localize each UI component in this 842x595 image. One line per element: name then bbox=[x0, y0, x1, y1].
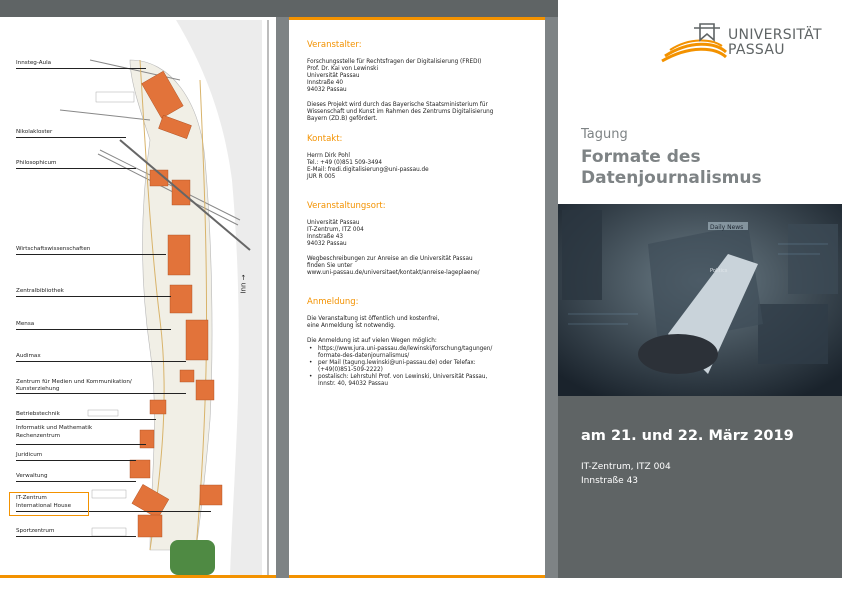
title-line: Formate des bbox=[581, 147, 701, 167]
map-label: Audimax bbox=[16, 353, 41, 359]
map-label: Rechenzentrum bbox=[16, 433, 61, 439]
fold-divider-left bbox=[276, 17, 289, 578]
event-location: IT-Zentrum, ITZ 004 bbox=[581, 462, 671, 472]
list-item bbox=[307, 374, 552, 388]
hero-caption: Politics bbox=[710, 268, 728, 274]
river-label: Inn → bbox=[239, 274, 248, 294]
email-link[interactable]: E-Mail: fredi.digitalisierung@uni-passau.de bbox=[307, 167, 429, 173]
map-label: Wirtschaftswissenschaften bbox=[16, 246, 91, 252]
text-line: Forschungsstelle für Rechtsfragen der Digitalisierung (FREDI) bbox=[307, 59, 482, 65]
list-item bbox=[307, 360, 552, 374]
directions-link[interactable]: www.uni-passau.de/universitaet/kontakt/anreise-lageplaene/ bbox=[307, 270, 480, 276]
event-date: am 21. und 22. März 2019 bbox=[581, 428, 794, 444]
map-leader-line bbox=[16, 137, 126, 138]
map-leader-line bbox=[16, 536, 136, 537]
map-leader-line bbox=[16, 444, 146, 445]
text-line: Innstraße 40 bbox=[307, 80, 344, 86]
anmeldung-heading: Anmeldung: bbox=[307, 297, 359, 307]
logo-line: PASSAU bbox=[728, 42, 785, 58]
list-item bbox=[307, 346, 552, 360]
map-label: Verwaltung bbox=[16, 473, 48, 479]
logo-line: UNIVERSITÄT bbox=[728, 27, 822, 43]
kontakt-details bbox=[307, 153, 552, 181]
date-panel bbox=[558, 396, 842, 578]
map-leader-line bbox=[16, 460, 136, 461]
map-label: Innsteg-Aula bbox=[16, 60, 52, 66]
text-line: Wissenschaft und Kunst im Rahmen des Zentrums Digitalisierung bbox=[307, 109, 494, 115]
text-line: JUR R 005 bbox=[307, 174, 336, 180]
text-line: Herrn Dirk Pohl bbox=[307, 153, 350, 159]
map-leader-line bbox=[16, 68, 146, 69]
accent-line-bottom-mid bbox=[289, 575, 558, 578]
veranstalter-address bbox=[307, 59, 552, 94]
map-leader-line bbox=[16, 254, 166, 255]
text-line: Innstraße 43 bbox=[307, 234, 344, 240]
directions bbox=[307, 256, 552, 277]
map-label: Kunsterziehung bbox=[16, 386, 60, 392]
map-label: Sportzentrum bbox=[16, 528, 55, 534]
map-label: Mensa bbox=[16, 321, 35, 327]
text-line: IT-Zentrum, ITZ 004 bbox=[307, 227, 364, 233]
map-leader-line bbox=[16, 168, 136, 169]
event-type: Tagung bbox=[581, 127, 628, 142]
map-label: Nikolakloster bbox=[16, 129, 53, 135]
text-line: Bayern (ZD.B) gefördert. bbox=[307, 116, 378, 122]
text-line: Tel.: +49 (0)851 509-3494 bbox=[307, 160, 383, 166]
text-line: (+49(0)851-509-2222) bbox=[318, 367, 383, 373]
text-line: finden Sie unter bbox=[307, 263, 353, 269]
map-label: International House bbox=[16, 503, 72, 509]
text-line: Prof. Dr. Kai von Lewinski bbox=[307, 66, 379, 72]
ort-address bbox=[307, 220, 552, 248]
hero-caption: Daily News bbox=[710, 224, 744, 231]
map-label: Zentrum für Medien und Kommunikation/ bbox=[16, 379, 132, 385]
map-leader-line bbox=[16, 361, 186, 362]
map-leader-line bbox=[16, 393, 186, 394]
map-label: Zentralbibliothek bbox=[16, 288, 64, 294]
veranstalter-heading: Veranstalter: bbox=[307, 40, 362, 50]
registration-link[interactable]: formate-des-datenjournalismus/ bbox=[318, 353, 410, 359]
anmeldung-intro bbox=[307, 316, 552, 330]
text-line: • postalisch: Lehrstuhl Prof. von Lewinski, Universität Passau, bbox=[318, 374, 488, 380]
funding-note bbox=[307, 102, 552, 123]
map-leader-line bbox=[16, 296, 171, 297]
map-label: IT-Zentrum bbox=[16, 495, 47, 501]
campus-map bbox=[0, 20, 276, 575]
anmeldung-list bbox=[307, 346, 552, 388]
text-line: 94032 Passau bbox=[307, 241, 347, 247]
map-label: Informatik und Mathematik bbox=[16, 425, 93, 431]
kontakt-heading: Kontakt: bbox=[307, 134, 343, 144]
event-address: Innstraße 43 bbox=[581, 476, 639, 486]
anmeldung-ways: Die Anmeldung ist auf vielen Wegen möglich: bbox=[307, 338, 437, 344]
text-line: • per Mail (tagung.lewinski@uni-passau.de) oder Telefax: bbox=[318, 360, 476, 366]
text-line: 94032 Passau bbox=[307, 87, 347, 93]
registration-link[interactable]: • https://www.jura.uni-passau.de/lewinski/forschung/tagungen/ bbox=[318, 346, 493, 352]
title-line: Datenjournalismus bbox=[581, 168, 762, 188]
ort-heading: Veranstaltungsort: bbox=[307, 201, 386, 211]
top-bar bbox=[0, 0, 558, 17]
text-line: Die Veranstaltung ist öffentlich und kostenfrei, bbox=[307, 316, 440, 322]
text-line: Universität Passau bbox=[307, 220, 360, 226]
text-line: Dieses Projekt wird durch das Bayerische Staatsministerium für bbox=[307, 102, 488, 108]
map-label: Philosophicum bbox=[16, 160, 57, 166]
info-panel bbox=[307, 40, 552, 388]
text-line: Innstr. 40, 94032 Passau bbox=[318, 381, 388, 387]
text-line: eine Anmeldung ist notwendig. bbox=[307, 323, 396, 329]
university-logo-text bbox=[728, 28, 822, 58]
event-title bbox=[581, 147, 762, 189]
accent-line-bottom-left bbox=[0, 575, 276, 578]
map-leader-line bbox=[16, 419, 156, 420]
accent-line-top bbox=[276, 17, 558, 20]
map-label: Betriebstechnik bbox=[16, 411, 60, 417]
map-leader-line bbox=[16, 329, 171, 330]
map-leader-line bbox=[16, 481, 136, 482]
text-line: Universität Passau bbox=[307, 73, 360, 79]
text-line: Wegbeschreibungen zur Anreise an die Universität Passau bbox=[307, 256, 473, 262]
map-label: Juridicum bbox=[16, 452, 43, 458]
hero-illustration bbox=[558, 204, 842, 396]
hero-image bbox=[558, 204, 842, 396]
